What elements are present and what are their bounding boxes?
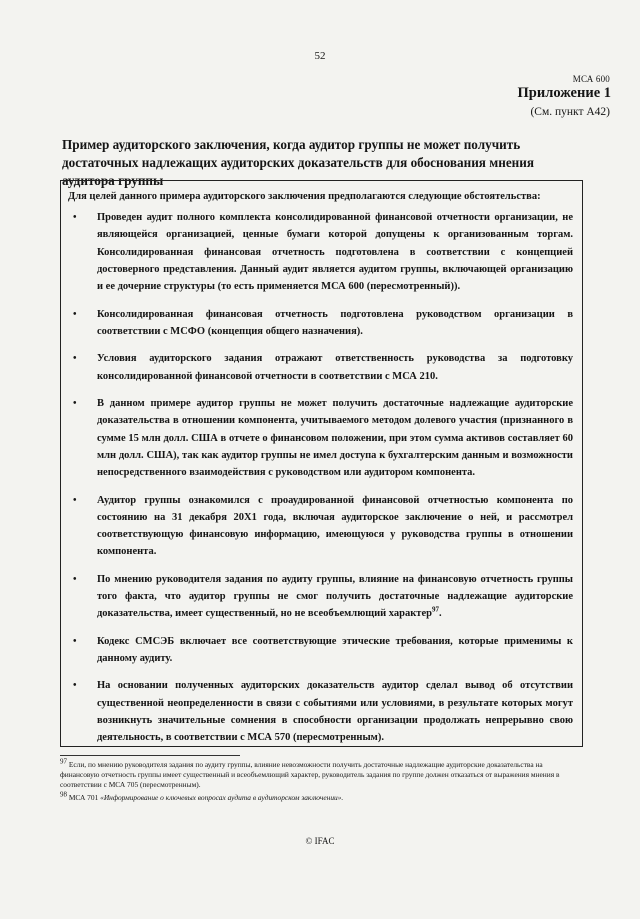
list-item-text: Условия аудиторского задания отражают ответственность руководства за подготовку консолидированной финансовой отчетности в соответствии с МСА 210. — [97, 353, 573, 382]
list-item-text: Проведен аудит полного комплекта консолидированной финансовой отчетности организации, не являющейся организацией, ценные бумаги которой допущены к организованным торгам. Консолидированная финансовая отчетность подготовлена в соответствии с концепцией достоверного представления. Данный аудит является аудитом группы, включающей организацию и ее дочерние структуры (то есть применяется МСА 600 (пересмотренный)). — [97, 212, 573, 293]
bullet-icon: • — [73, 635, 77, 647]
circumstances-box — [60, 180, 583, 747]
list-item-text: Кодекс СМСЭБ включает все соответствующие этические требования, которые применимы к данному аудиту. — [97, 635, 573, 665]
box-intro: Для целей данного примера аудиторского заключения предполагаются следующие обстоятельства: — [68, 191, 541, 202]
list-item — [68, 350, 575, 385]
list-item-text: Консолидированная финансовая отчетность подготовлена руководством организации в соответствии с МСФО (концепция общего назначения). — [97, 308, 573, 337]
footnotes — [60, 757, 580, 806]
footnote — [60, 790, 580, 803]
list-item-text: В данном примере аудитор группы не может получить достаточные надлежащие аудиторские доказательства в отношении компонента, учитываемого методом долевого участия (признанного в сумме 15 млн долл. США в отчете о финансовом положении, при этом сумма активов составляет 60 млн долл. США), так как аудитор группы не имел доступа к бухгалтерским данным и возможности непосредственного взаимодействия с руководством или аудитором компонента. — [97, 397, 573, 479]
bullet-icon: • — [73, 353, 77, 365]
footnote-text: МСА 701 — [68, 793, 101, 802]
footnote-number: 97 — [60, 757, 67, 766]
example-title: Пример аудиторского заключения, когда аудитор группы не может получить достаточных надлежащих аудиторских доказательств для обоснования мнения аудитора группы — [62, 137, 535, 188]
list-item — [68, 306, 575, 341]
circumstances-list — [68, 209, 575, 747]
list-item — [68, 492, 575, 561]
bullet-icon: • — [73, 212, 77, 223]
page-number: 52 — [314, 50, 326, 62]
footnote-number: 98 — [60, 790, 67, 799]
footnote — [60, 757, 580, 790]
bullet-icon: • — [73, 397, 77, 409]
bullet-icon: • — [73, 573, 77, 585]
list-item-text: Аудитор группы ознакомился с проаудированной финансовой отчетностью компонента по состоянию на 31 декабря 20X1 года, включая аудиторское заключение о ней, и рассмотрел соответствующую финансовую информацию, имеющуюся у руководства группы в отношении компонента. — [97, 494, 573, 558]
appendix-reference: (См. пункт A42) — [530, 106, 610, 118]
list-item-tail: . — [438, 608, 442, 620]
list-item — [68, 395, 575, 481]
footnote-italic-text: «Информирование о ключевых вопросах аудита в аудиторском заключении». — [100, 793, 344, 802]
bullet-icon: • — [73, 494, 77, 506]
list-item-text: По мнению руководителя задания по аудиту группы, влияние на финансовую отчетность группы того факта, что аудитор группы не смог получить достаточные надлежащие аудиторские доказательства, имеет существенный, но не всеобъемлющий характер — [97, 573, 573, 620]
appendix-title: Приложение 1 — [517, 85, 611, 101]
list-item — [68, 677, 575, 746]
list-item — [68, 209, 575, 295]
bullet-icon: • — [73, 680, 77, 692]
list-item-text: На основании полученных аудиторских доказательств аудитор сделал вывод об отсутствии существенной неопределенности в связи с событиями или условиями, в результате которых могут возникнуть значительные сомнения в способности организации продолжать непрерывно свою деятельность, в соответствии с МСА 570 (пересмотренным). — [97, 680, 573, 744]
copyright: © IFAC — [305, 836, 335, 846]
footnote-ref: 97 — [431, 605, 439, 614]
footnote-text: Если, по мнению руководителя задания по аудиту группы, влияние невозможности получить достаточные надлежащие аудиторские доказательства на финансовую отчетность группы имеет существенный и всеобъемлющий характер, руководитель задания по группе должен отказаться от выражения мнения в соответствии с МСА 705 (пересмотренным). — [60, 760, 560, 789]
list-item — [68, 633, 575, 668]
list-item — [68, 571, 575, 623]
bullet-icon: • — [73, 308, 77, 320]
document-code: МСА 600 — [572, 74, 610, 84]
footnote-separator — [60, 755, 240, 756]
